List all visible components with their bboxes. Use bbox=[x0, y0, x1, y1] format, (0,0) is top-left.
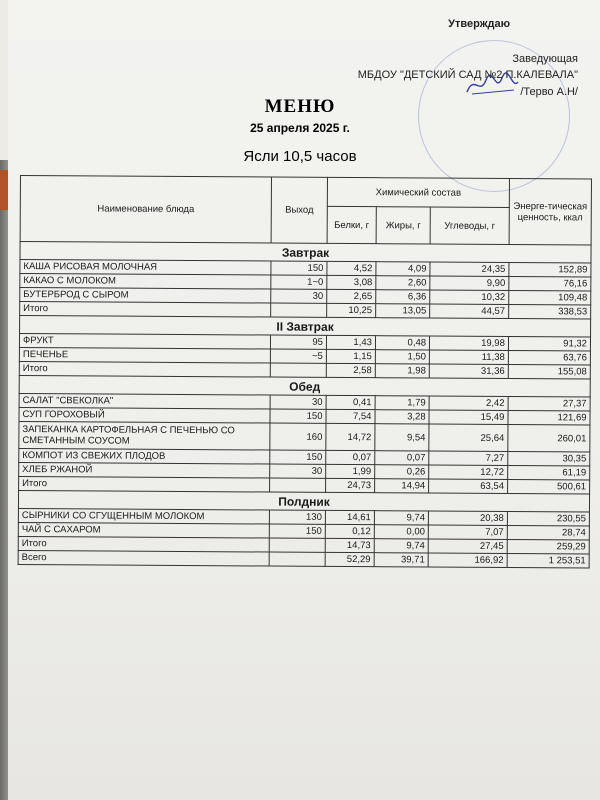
dish-output: 150 bbox=[271, 261, 327, 275]
dish-fats: 0,00 bbox=[374, 525, 428, 539]
dish-proteins: 0,07 bbox=[326, 450, 375, 464]
total-output-empty bbox=[271, 303, 327, 317]
dish-energy: 63,76 bbox=[508, 350, 590, 365]
dish-carbs: 19,98 bbox=[430, 336, 509, 350]
dish-fats: 6,36 bbox=[376, 290, 430, 304]
dish-fats: 9,74 bbox=[374, 511, 428, 525]
dish-output: 1~0 bbox=[271, 275, 327, 289]
dish-carbs: 24,35 bbox=[430, 262, 509, 276]
approver-name: /Терво А.Н/ bbox=[520, 85, 578, 98]
section-title: Завтрак bbox=[20, 242, 591, 263]
section-title: II Завтрак bbox=[20, 316, 591, 337]
total-energy: 338,53 bbox=[509, 304, 591, 319]
dish-energy: 230,55 bbox=[507, 511, 589, 526]
dish-proteins: 1,43 bbox=[326, 335, 375, 349]
column-header-proteins: Белки, г bbox=[327, 206, 376, 243]
dish-proteins: 7,54 bbox=[326, 409, 375, 423]
dish-name: САЛАТ "СВЕКОЛКА" bbox=[19, 393, 270, 409]
dish-output: 30 bbox=[270, 395, 326, 409]
dish-energy: 28,74 bbox=[507, 525, 589, 540]
total-carbs: 27,45 bbox=[428, 539, 507, 553]
dish-output: 30 bbox=[270, 464, 326, 478]
organization-name: МБДОУ "ДЕТСКИЙ САД №2 П.КАЛЕВАЛА" bbox=[357, 69, 578, 81]
dish-fats: 1,79 bbox=[375, 396, 429, 410]
dish-carbs: 7,27 bbox=[429, 451, 508, 465]
total-label: Итого bbox=[18, 536, 269, 552]
dish-name: КАКАО С МОЛОКОМ bbox=[20, 274, 271, 290]
dish-energy: 76,16 bbox=[509, 276, 591, 291]
dish-fats: 9,54 bbox=[375, 424, 429, 451]
group-name: Ясли 10,5 часов bbox=[243, 148, 357, 165]
dish-carbs: 11,38 bbox=[429, 350, 508, 364]
dish-carbs: 10,32 bbox=[430, 290, 509, 304]
dish-output: 130 bbox=[269, 510, 325, 524]
dish-energy: 27,37 bbox=[508, 396, 590, 411]
total-proteins: 10,25 bbox=[327, 303, 376, 317]
menu-body bbox=[18, 242, 591, 568]
dish-name: ПЕЧЕНЬЕ bbox=[19, 347, 270, 363]
dish-energy: 152,89 bbox=[509, 262, 591, 277]
total-energy: 500,61 bbox=[507, 479, 589, 494]
dish-carbs: 15,49 bbox=[429, 410, 508, 424]
dish-carbs: 9,90 bbox=[430, 276, 509, 290]
total-proteins: 14,73 bbox=[325, 538, 374, 552]
dish-name: ЧАЙ С САХАРОМ bbox=[18, 522, 269, 538]
dish-energy: 121,69 bbox=[508, 410, 590, 425]
total-carbs: 44,57 bbox=[430, 304, 509, 318]
dish-name: СЫРНИКИ СО СГУЩЕННЫМ МОЛОКОМ bbox=[18, 508, 269, 524]
total-fats: 14,94 bbox=[375, 479, 429, 493]
dish-name: ХЛЕБ РЖАНОЙ bbox=[19, 462, 270, 478]
dish-proteins: 14,61 bbox=[325, 510, 374, 524]
dish-energy: 61,19 bbox=[508, 465, 590, 480]
section-title: Полдник bbox=[18, 490, 589, 511]
total-proteins: 2,58 bbox=[326, 363, 375, 377]
dish-fats: 0,26 bbox=[375, 465, 429, 479]
dish-proteins: 2,65 bbox=[327, 289, 376, 303]
dish-output: 150 bbox=[270, 450, 326, 464]
dish-output: 95 bbox=[271, 335, 327, 349]
dish-fats: 2,60 bbox=[376, 276, 430, 290]
dish-proteins: 1,15 bbox=[326, 349, 375, 363]
dish-proteins: 1,99 bbox=[326, 464, 375, 478]
dish-energy: 109,48 bbox=[509, 290, 591, 305]
page-title: МЕНЮ bbox=[264, 96, 336, 117]
dish-name: КОМПОТ ИЗ СВЕЖИХ ПЛОДОВ bbox=[19, 448, 270, 464]
dish-carbs: 12,72 bbox=[429, 465, 508, 479]
total-label: Итого bbox=[20, 302, 271, 318]
dish-carbs: 20,38 bbox=[428, 511, 507, 525]
dish-output: 150 bbox=[269, 524, 325, 538]
total-label: Итого bbox=[19, 361, 270, 377]
dish-fats: 0,07 bbox=[375, 451, 429, 465]
total-output-empty bbox=[270, 478, 326, 492]
dish-output: 160 bbox=[270, 423, 326, 450]
approval-block bbox=[318, 16, 578, 100]
total-output-empty bbox=[270, 363, 326, 377]
total-label: Итого bbox=[19, 476, 270, 492]
dish-proteins: 0,41 bbox=[326, 395, 375, 409]
dish-output: 30 bbox=[271, 289, 327, 303]
column-header-energy: Энерге-тическая ценность, ккал bbox=[509, 178, 591, 245]
total-proteins: 24,73 bbox=[326, 478, 375, 492]
dish-name: ФРУКТ bbox=[19, 334, 270, 350]
dish-fats: 3,28 bbox=[375, 410, 429, 424]
grand-total-label: Всего bbox=[18, 550, 269, 566]
dish-output: 150 bbox=[270, 409, 326, 423]
total-output-empty bbox=[269, 538, 325, 552]
total-carbs: 63,54 bbox=[429, 479, 508, 493]
total-energy: 259,29 bbox=[507, 539, 589, 554]
menu-date: 25 апреля 2025 г. bbox=[250, 121, 350, 135]
grand-total-proteins: 52,29 bbox=[325, 552, 374, 566]
table-row bbox=[19, 421, 590, 451]
total-fats: 9,74 bbox=[374, 539, 428, 553]
total-fats: 13,05 bbox=[376, 304, 430, 318]
column-header-carbs: Углеводы, г bbox=[430, 207, 509, 244]
total-fats: 1,98 bbox=[375, 364, 429, 378]
dish-energy: 30,35 bbox=[508, 451, 590, 466]
column-header-chem: Химический состав bbox=[327, 177, 509, 207]
column-header-name: Наименование блюда bbox=[20, 176, 272, 244]
dish-fats: 4,09 bbox=[376, 262, 430, 276]
dish-carbs: 2,42 bbox=[429, 396, 508, 410]
dish-proteins: 0,12 bbox=[325, 524, 374, 538]
dish-output: ~5 bbox=[270, 349, 326, 363]
dish-carbs: 25,64 bbox=[429, 424, 508, 451]
dish-proteins: 3,08 bbox=[327, 275, 376, 289]
approver-position: Заведующая bbox=[512, 52, 578, 65]
grand-total-energy: 1 253,51 bbox=[507, 553, 589, 568]
dish-proteins: 14,72 bbox=[326, 423, 375, 450]
dish-name: СУП ГОРОХОВЫЙ bbox=[19, 407, 270, 423]
dish-proteins: 4,52 bbox=[327, 261, 376, 275]
column-header-output: Выход bbox=[271, 177, 327, 243]
grand-total-row bbox=[18, 550, 589, 567]
total-energy: 155,08 bbox=[508, 364, 590, 379]
dish-energy: 91,32 bbox=[508, 336, 590, 351]
dish-energy: 260,01 bbox=[508, 424, 590, 452]
dish-fats: 1,50 bbox=[375, 350, 429, 364]
column-header-fats: Жиры, г bbox=[376, 207, 430, 244]
dish-fats: 0,48 bbox=[375, 336, 429, 350]
approval-label: Утверждаю bbox=[448, 18, 510, 30]
section-title: Обед bbox=[19, 375, 590, 396]
menu-table bbox=[18, 175, 592, 568]
dish-carbs: 7,07 bbox=[428, 525, 507, 539]
grand-total-fats: 39,71 bbox=[374, 553, 428, 567]
total-carbs: 31,36 bbox=[429, 364, 508, 378]
grand-total-carbs: 166,92 bbox=[428, 553, 507, 567]
dish-name: ЗАПЕКАНКА КАРТОФЕЛЬНАЯ С ПЕЧЕНЬЮ СО СМЕТАННЫМ СОУСОМ bbox=[19, 421, 270, 450]
dish-name: БУТЕРБРОД С СЫРОМ bbox=[20, 288, 271, 304]
dish-name: КАША РИСОВАЯ МОЛОЧНАЯ bbox=[20, 260, 271, 276]
